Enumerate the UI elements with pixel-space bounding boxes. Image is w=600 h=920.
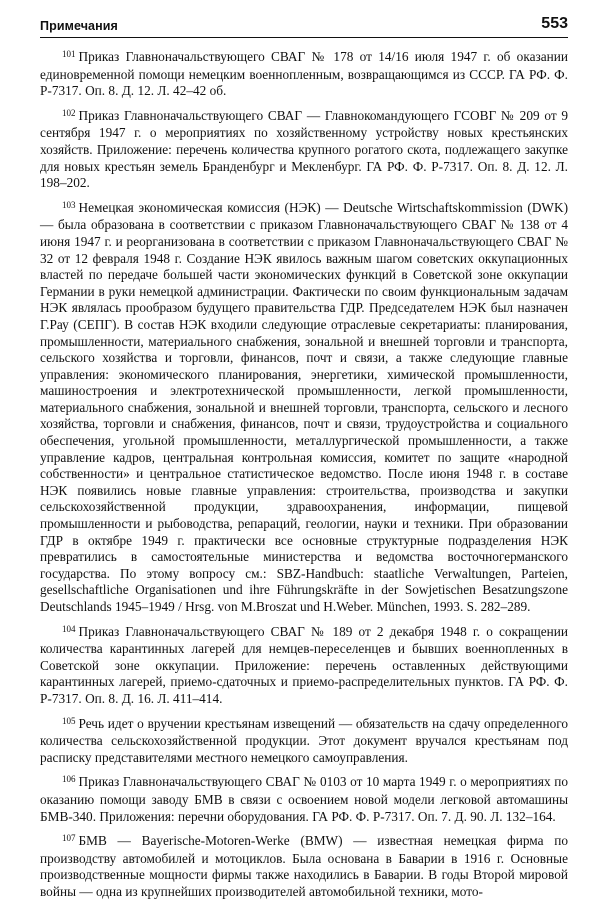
footnote-101 — [40, 49, 568, 100]
footnote-107 — [40, 833, 568, 900]
footnote-104 — [40, 624, 568, 708]
footnote-number: 102 — [62, 107, 76, 118]
footnote-text: Приказ Главноначальствующего СВАГ № 0103 от 10 марта 1949 г. о мероприятиях по оказанию помощи заводу БМВ в связи с освоением новой модели легковой автомашины БМВ-340. Приложения: перечни оборудования. ГА РФ. Ф. Р-7317. Оп. 7. Д. 90. Л. 132–164. — [40, 774, 568, 824]
footnote-number: 105 — [62, 715, 76, 726]
footnote-text: Приказ Главноначальствующего СВАГ № 189 от 2 декабря 1948 г. о сокращении количества карантинных лагерей для немцев-переселенцев и бывших военнопленных в Советской зоне оккупации. Приложение: перечень оставленных действующими карантинных лагерей, приемо-сдаточных и приемо-распределительных пунктов. ГА РФ. Ф. Р-7317. Оп. 8. Д. 16. Л. 411–414. — [40, 623, 568, 706]
running-head: Примечания — [40, 19, 118, 33]
footnote-105 — [40, 716, 568, 767]
footnote-text: Приказ Главноначальствующего СВАГ — Главнокомандующего ГСОВГ № 209 от 9 сентября 1947 г. о мероприятиях по хозяйственному устройству новых крестьянских хозяйств. Приложение: перечень количества крупного рогатого скота, подлежащего закупке для новых крестьян земель Бранденбург и Мекленбург. ГА РФ. Ф. Р-7317. Оп. 8. Д. 12. Л. 198–202. — [40, 107, 568, 191]
page-number: 553 — [541, 15, 568, 32]
footnote-text: Приказ Главноначальствующего СВАГ № 178 от 14/16 июля 1947 г. об оказании единовременной помощи немецким военнопленным, возвращающимся из СССР. ГА РФ. Ф. Р-7317. Оп. 8. Д. 12. Л. 42–42 об. — [40, 49, 568, 99]
header-rule — [40, 37, 568, 38]
footnote-106 — [40, 774, 568, 825]
footnote-102 — [40, 108, 568, 192]
footnote-number: 106 — [62, 774, 76, 785]
footnote-text: Немецкая экономическая комиссия (НЭК) — Deutsche Wirtschaftskommission (DWK) — была образована в соответствии с приказом Главноначальствующего СВАГ № 138 от 4 июня 1947 г. и реорганизована в соответствии с приказом Главноначальствующего СВАГ № 32 от 12 февраля 1948 г. Создание НЭК явилось важным шагом советских оккупационных властей по передаче большей части экономических функций в Советской зоне оккупации Германии в руки немецкой администрации. Фактически по своим функциональным задачам НЭК являлась прообразом будущего правительства ГДР. Председателем НЭК был назначен Г.Рау (СЕПГ). В состав НЭК входили следующие отраслевые секретариаты: планирования, промышленности, материального снабжения, зональной и внешней торговли и транспорта, сельского хозяйства и торговли, финансов, почт и связи, а также следующие главные управления: экономического планирования, энергетики, химической промышленности, машиностроения и электротехнической промышленности, легкой промышленности, материального снабжения, зональной и внешней торговли, транспорта, сельского и лесного хозяйства, торговли и снабжения, финансов, почт и связи, трудоустройства и социального обеспечения, угольной промышленности, металлургической промышленности, а также управление кадров, центральная контрольная комиссия, комитет по защите «народной собственности» и центральное статистическое ведомство. После июня 1948 г. в составе НЭК появились новые главные управления: строительства, производства и закупки сельскохозяйственной продукции, здравоохранения, информации, пищевой промышленности и рыбоводства, репараций, геологии, науки и техники. При образовании ГДР в октябре 1949 г. практически все основные структурные подразделения НЭК превратились в самостоятельные министерства и ведомства восточногерманского государства. По этому вопросу см.: SBZ-Handbuch: staatliche Verwaltungen, Parteien, gesellschaftliche Organisationen und ihre Führungskräfte in der Sowjetischen Besatzungszone Deutschlands 1945–1949 / Hrsg. von M.Broszat und H.Weber. München, 1993. S. 282–289. — [40, 199, 568, 614]
footnote-number: 104 — [62, 623, 76, 634]
footnote-text: Речь идет о вручении крестьянам извещений — обязательств на сдачу определенного количества сельскохозяйственной продукции. Этот документ вручался крестьянам под расписку представителями местного немецкого самоуправления. — [40, 715, 568, 765]
footnote-number: 101 — [62, 49, 76, 59]
page-header — [40, 14, 568, 36]
notes-list — [40, 49, 568, 909]
footnote-number: 103 — [62, 199, 76, 210]
footnote-text: БМВ — Bayerische-Motoren-Werke (BMW) — известная немецкая фирма по производству автомобилей и мотоциклов. Была основана в Баварии в 1916 г. Основные производственные мощности фирмы также находились в Баварии. В годы Второй мировой войны — одна из крупнейших производителей автомобильной техники, мото- — [40, 833, 568, 899]
footnote-103 — [40, 200, 568, 616]
footnote-number: 107 — [62, 833, 76, 844]
